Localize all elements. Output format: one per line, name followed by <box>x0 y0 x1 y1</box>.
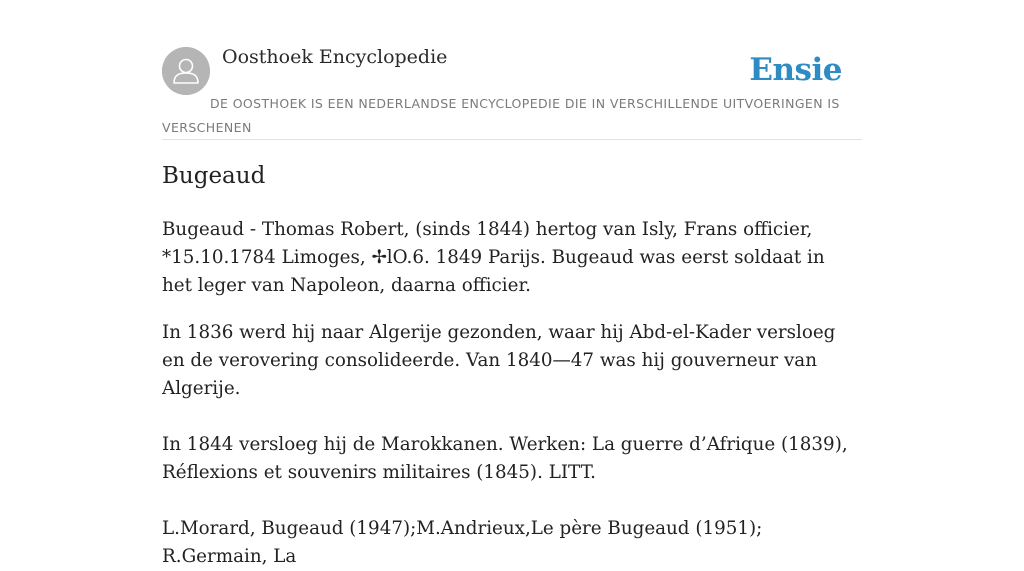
article-paragraph: Bugeaud - Thomas Robert, (sinds 1844) hertog van Isly, Frans officier, *15.10.1784 Limoges, ✢lO.6. 1849 Parijs. Bugeaud was eerst soldaat in het leger van Napoleon, daarna officier. <box>162 219 825 296</box>
article-body <box>162 216 852 571</box>
article-paragraph: In 1844 versloeg hij de Marokkanen. Werken: La guerre d’Afrique (1839), Réflexions et souvenirs militaires (1845). LITT. <box>162 434 848 483</box>
site-tagline: DE OOSTHOEK IS EEN NEDERLANDSE ENCYCLOPEDIE DIE IN VERSCHILLENDE UITVOERINGEN IS VERSCHENEN <box>162 96 840 135</box>
site-name[interactable]: Oosthoek Encyclopedie <box>222 46 448 68</box>
user-avatar-icon[interactable] <box>162 47 210 95</box>
brand-logo[interactable]: Ensie <box>749 52 842 88</box>
article-title: Bugeaud <box>162 163 266 189</box>
article-paragraph: L.Morard, Bugeaud (1947);M.Andrieux,Le père Bugeaud (1951); R.Germain, La <box>162 518 763 567</box>
header-divider <box>162 139 862 140</box>
article-paragraph: In 1836 werd hij naar Algerije gezonden, waar hij Abd-el-Kader versloeg en de verovering consolideerde. Van 1840—47 was hij gouverneur van Algerije. <box>162 322 836 399</box>
